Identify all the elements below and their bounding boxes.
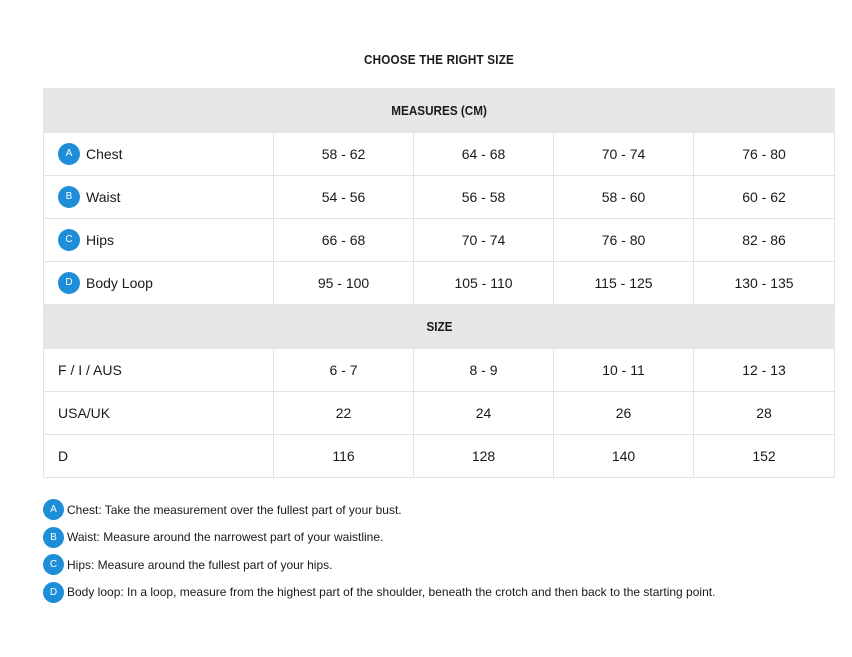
size-value: 24 bbox=[414, 392, 554, 435]
size-value: 140 bbox=[554, 435, 694, 478]
measure-value: 70 - 74 bbox=[414, 219, 554, 262]
size-value: 8 - 9 bbox=[414, 349, 554, 392]
size-value: 6 - 7 bbox=[274, 349, 414, 392]
measures-header: MEASURES (CM) bbox=[44, 89, 835, 133]
measure-value: 58 - 60 bbox=[554, 176, 694, 219]
measure-value: 82 - 86 bbox=[694, 219, 835, 262]
note-text: Waist: Measure around the narrowest part of your waistline. bbox=[67, 530, 384, 545]
badge-a: A bbox=[43, 499, 64, 520]
note-text: Body loop: In a loop, measure from the highest part of the shoulder, beneath the crotch and then back to the starting point. bbox=[67, 585, 716, 600]
measure-label-cell bbox=[44, 219, 274, 262]
size-header-row bbox=[44, 305, 835, 349]
measure-label: Hips bbox=[86, 232, 115, 248]
badge-b: B bbox=[43, 527, 64, 548]
measure-value: 115 - 125 bbox=[554, 262, 694, 305]
badge-d: D bbox=[43, 582, 64, 603]
size-row-f-i-aus bbox=[44, 349, 835, 392]
size-label: F / I / AUS bbox=[44, 349, 274, 392]
size-chart-table bbox=[43, 88, 835, 478]
badge-c: C bbox=[58, 229, 80, 251]
measure-value: 58 - 62 bbox=[274, 133, 414, 176]
measure-value: 60 - 62 bbox=[694, 176, 835, 219]
measure-row-hips bbox=[44, 219, 835, 262]
badge-d: D bbox=[58, 272, 80, 294]
size-label: USA/UK bbox=[44, 392, 274, 435]
measure-label: Body Loop bbox=[86, 275, 153, 291]
measure-row-waist bbox=[44, 176, 835, 219]
badge-b: B bbox=[58, 186, 80, 208]
measure-value: 76 - 80 bbox=[694, 133, 835, 176]
size-value: 28 bbox=[694, 392, 835, 435]
measure-label-cell bbox=[44, 262, 274, 305]
measure-label: Chest bbox=[86, 146, 123, 162]
size-row-usa-uk bbox=[44, 392, 835, 435]
measure-value: 105 - 110 bbox=[414, 262, 554, 305]
size-value: 128 bbox=[414, 435, 554, 478]
measure-value: 54 - 56 bbox=[274, 176, 414, 219]
measurement-notes bbox=[43, 496, 843, 606]
measure-value: 76 - 80 bbox=[554, 219, 694, 262]
measure-value: 70 - 74 bbox=[554, 133, 694, 176]
measure-row-body-loop bbox=[44, 262, 835, 305]
size-value: 26 bbox=[554, 392, 694, 435]
size-header: SIZE bbox=[44, 305, 835, 349]
note-waist bbox=[43, 524, 843, 552]
size-value: 22 bbox=[274, 392, 414, 435]
size-value: 152 bbox=[694, 435, 835, 478]
badge-a: A bbox=[58, 143, 80, 165]
size-value: 12 - 13 bbox=[694, 349, 835, 392]
note-text: Hips: Measure around the fullest part of your hips. bbox=[67, 557, 333, 572]
note-chest bbox=[43, 496, 843, 524]
size-value: 10 - 11 bbox=[554, 349, 694, 392]
measure-label: Waist bbox=[86, 189, 121, 205]
note-hips bbox=[43, 551, 843, 579]
measure-label-cell bbox=[44, 176, 274, 219]
measure-label-cell bbox=[44, 133, 274, 176]
measure-value: 95 - 100 bbox=[274, 262, 414, 305]
measure-row-chest bbox=[44, 133, 835, 176]
note-body-loop bbox=[43, 579, 843, 607]
measure-value: 64 - 68 bbox=[414, 133, 554, 176]
page-title: CHOOSE THE RIGHT SIZE bbox=[363, 52, 515, 67]
measure-value: 56 - 58 bbox=[414, 176, 554, 219]
size-row-d bbox=[44, 435, 835, 478]
badge-c: C bbox=[43, 554, 64, 575]
size-value: 116 bbox=[274, 435, 414, 478]
measures-header-row bbox=[44, 89, 835, 133]
measure-value: 130 - 135 bbox=[694, 262, 835, 305]
measure-value: 66 - 68 bbox=[274, 219, 414, 262]
note-text: Chest: Take the measurement over the fullest part of your bust. bbox=[67, 502, 402, 517]
size-label: D bbox=[44, 435, 274, 478]
